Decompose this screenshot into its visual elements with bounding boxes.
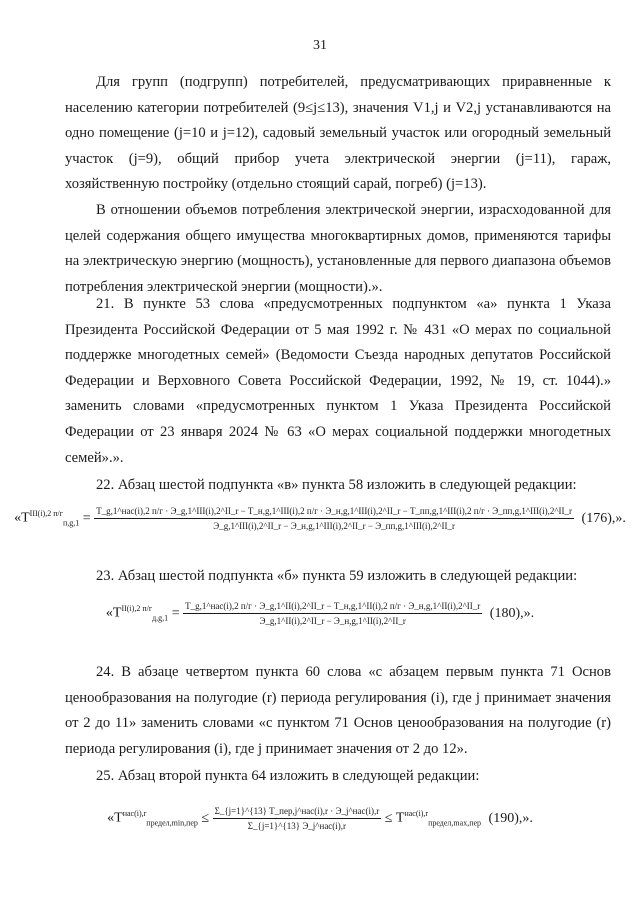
formula-190-lhs: «$Т^{нас(i),r}_{предел,min,пер}$: [107, 809, 198, 828]
paragraph-item-21: 21. В пункте 53 слова «предусмотренных подпунктом «а» пункта 1 Указа Президента Российской Федерации от 5 мая 1992 г. № 431 «О мерах по социальной поддержке многодетных семей» (Ведомости Съезда народных депутатов Российской Федерации и Верховного Совета Российской Федерации, 1992, № 19, ст. 1044).» заменить словами «предусмотренных пунктом 1 Указа Президента Российской Федерации от 23 января 2024 № 63 «О мерах социальной поддержки многодетных семей».».: [65, 296, 611, 466]
formula-190-numerator: Σ_{j=1}^{13} Т_пер,j^нас(i),r · Э_j^нас(i),r: [213, 805, 382, 819]
paragraph-item-23: 23. Абзац шестой подпункта «б» пункта 59 изложить в следующей редакции:: [96, 568, 578, 584]
formula-190-fraction: [213, 805, 382, 832]
formula-190-rhs: $Т^{нас(i),r}_{предел,max,пер}$: [395, 809, 482, 828]
formula-176: «$Т^{III(i),2 п/г}_{п,g,1}$ = Т_g,1^нас(i),2 п/г · Э_g,1^III(i),2^II_r − Т_н,g,1^III(i),2 п/г · Э_н,g,1^III(i),2^II_r − Т_пп,g,1^III(i),2 п/г · Э_пп,g,1^III(i),2^II_r Э_g,1^III(i),2^II_r − Э_н,g,1^III(i),2^II_r − Э_пп,g,1^III(i),2^II_r (176),».: [14, 506, 626, 531]
page-number: 31: [313, 38, 327, 53]
formula-176-numerator: Т_g,1^нас(i),2 п/г · Э_g,1^III(i),2^II_r − Т_н,g,1^III(i),2 п/г · Э_н,g,1^III(i),2^II_r − Т_пп,g,1^III(i),2 п/г · Э_пп,g,1^III(i),2^II_r: [94, 505, 574, 519]
formula-180-lhs: «$Т^{II(i),2 п/г}_{д,g,1}$: [105, 604, 169, 623]
formula-180-fraction: [183, 600, 482, 627]
paragraph-item-25: 25. Абзац второй пункта 64 изложить в следующей редакции:: [96, 768, 480, 784]
paragraph-item-24: 24. В абзаце четвертом пункта 60 слова «с абзацем первым пункта 71 Основ ценообразования на полугодие (r) периода регулирования (i), где j принимает значения от 2 до 11» заменить словами «с пунктом 71 Основ ценообразования на полугодие (r) периода регулирования (i), где j принимает значения от 2 до 12».: [65, 664, 611, 757]
formula-176-number: (176),».: [581, 510, 626, 526]
paragraph-consumer-groups: Для групп (подгрупп) потребителей, предусматривающих приравненные к населению категории потребителей (9≤j≤13), значения V1,j и V2,j устанавливаются на одно помещение (j=10 и j=12), садовый земельный участок или огородный земельный участок (j=9), общий прибор учета электрической энергии (j=11), гараж, хозяйственную постройку (отдельно стоящий сарай, погреб) (j=13).: [65, 74, 611, 193]
formula-190: «$Т^{нас(i),r}_{предел,min,пер}$ ≤ $\frac{\text{Σ\_\{j=1\}\textasciicircum{}\{13\} Т\_пер,j\textasciicircum{}нас(i),r · Э\_j\textasciicircum{}нас(i),r}}{\text{Σ\_\{j=1\}\textasciicircum{}\{13\} Э\_j\textasciicircum{}нас(i),r}}$ ≤ $Т^{нас(i),r}_{предел,max,пер}$ (190),».: [107, 806, 533, 831]
formula-180-number: (180),».: [489, 605, 535, 621]
paragraph-common-property: В отношении объемов потребления электрической энергии, израсходованной для целей содержания общего имущества многоквартирных домов, применяются тарифы на электрическую энергию (мощность), установленные для первого диапазона объемов потребления электрической энергии (мощности).».: [65, 202, 611, 295]
formula-176-fraction: [94, 505, 574, 532]
paragraph-item-22: 22. Абзац шестой подпункта «в» пункта 58 изложить в следующей редакции:: [96, 477, 577, 493]
formula-180: «$Т^{II(i),2 п/г}_{д,g,1}$ = Т_g,1^нас(i),2 п/г · Э_g,1^II(i),2^II_r − Т_н,g,1^II(i),2 п/г · Э_н,g,1^II(i),2^II_r Э_g,1^II(i),2^II_r − Э_н,g,1^II(i),2^II_r (180),».: [105, 601, 535, 626]
formula-180-denominator: Э_g,1^II(i),2^II_r − Э_н,g,1^II(i),2^II_r: [259, 616, 406, 626]
formula-190-denominator: Σ_{j=1}^{13} Э_j^нас(i),r: [247, 821, 347, 831]
formula-176-lhs: «$Т^{III(i),2 п/г}_{п,g,1}$: [14, 509, 80, 528]
formula-190-number: (190),».: [488, 810, 533, 826]
formula-180-numerator: Т_g,1^нас(i),2 п/г · Э_g,1^II(i),2^II_r − Т_н,g,1^II(i),2 п/г · Э_н,g,1^II(i),2^II_r: [183, 600, 482, 614]
formula-176-denominator: Э_g,1^III(i),2^II_r − Э_н,g,1^III(i),2^II_r − Э_пп,g,1^III(i),2^II_r: [213, 521, 455, 531]
